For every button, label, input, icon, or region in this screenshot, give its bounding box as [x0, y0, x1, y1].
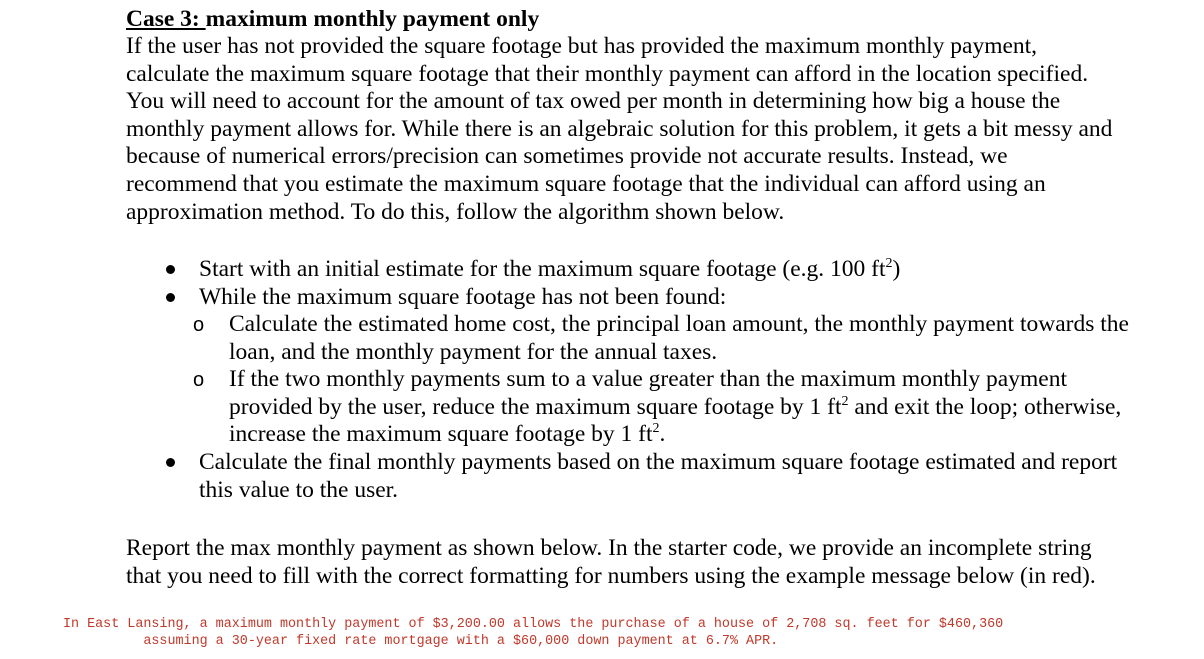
superscript: 2 — [841, 393, 849, 409]
document-body — [126, 6, 1136, 226]
sublist-container — [158, 311, 1138, 449]
step-text: While the maximum square footage has not been found: — [199, 283, 727, 310]
bullet-icon — [166, 458, 175, 467]
substep-text-part2: and exit the loop; otherwise, increase the maximum square footage by 1 ft — [229, 393, 1122, 448]
step-text-end: ) — [892, 256, 901, 282]
example-line-2: assuming a 30-year fixed rate mortgage with a $60,000 down payment at 6.7% APR. — [63, 634, 779, 649]
substep-text-part3: . — [659, 421, 666, 448]
hollow-bullet-icon: o — [193, 314, 205, 336]
superscript: 2 — [885, 256, 893, 272]
bullet-icon — [166, 265, 175, 274]
section-heading — [126, 6, 1136, 33]
report-paragraph: Report the max monthly payment as shown below. In the starter code, we provide an incomplete string that you need to fill with the correct formatting for numbers using the example message below (in red). — [126, 535, 1096, 589]
algorithm-step-loop — [158, 284, 1138, 312]
bullet-icon — [166, 293, 175, 302]
substep-text: Calculate the estimated home cost, the principal loan amount, the monthly payment towards the loan, and the monthly payment for the annual taxes. — [229, 311, 1129, 365]
step-text: Start with an initial estimate for the maximum square footage (e.g. 100 ft — [199, 256, 886, 282]
example-line-1: In East Lansing, a maximum monthly payment of $3,200.00 allows the purchase of a house of 2,708 sq. feet for $460,360 — [63, 617, 1004, 632]
algorithm-sublist — [158, 311, 1138, 504]
intro-paragraph: If the user has not provided the square footage but has provided the maximum monthly payment, calculate the maximum square footage that their monthly payment can afford in the location specified. You will need to account for the amount of tax owed per month in determining how big a house the monthly payment allows for. While there is an algebraic solution for this problem, it gets a bit messy and because of numerical errors/precision can sometimes provide not accurate results. Instead, we recommend that you estimate the maximum square footage that the individual can afford using an approximation method. To do this, follow the algorithm shown below. — [126, 33, 1113, 225]
algorithm-list — [158, 256, 1138, 311]
substep-text-part1: If the two monthly payments sum to a value greater than the maximum monthly payment provided by the user, reduce the maximum square footage by 1 ft — [229, 366, 1067, 420]
substep-compare — [158, 366, 1138, 449]
heading-case-label: Case 3: — [126, 6, 206, 32]
heading-title: maximum monthly payment only — [205, 6, 540, 32]
loop-substeps — [158, 311, 1138, 449]
substep-calculate — [158, 311, 1138, 366]
hollow-bullet-icon: o — [193, 369, 205, 392]
example-output — [63, 616, 1003, 650]
algorithm-step-final — [158, 449, 1138, 504]
algorithm-step-initial-estimate — [158, 256, 1138, 284]
step-text: Calculate the final monthly payments based on the maximum square footage estimated and report this value to the user. — [199, 448, 1118, 503]
superscript: 2 — [652, 421, 660, 437]
